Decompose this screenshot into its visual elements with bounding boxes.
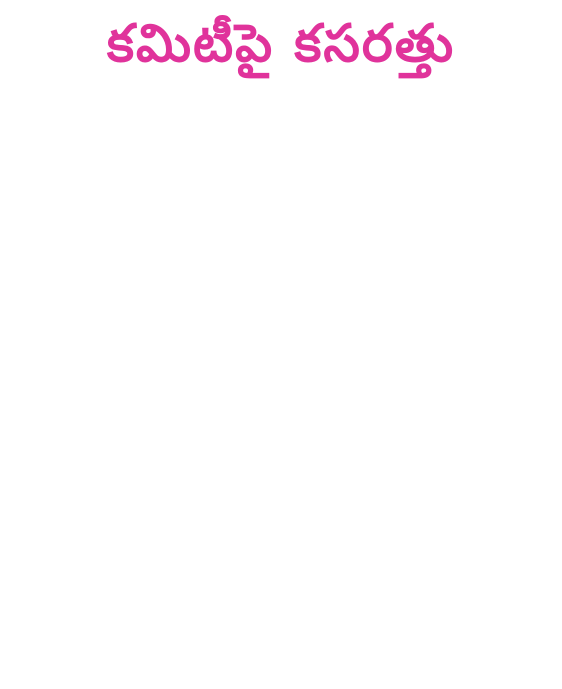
- article-headline: కమిటీపై కసరత్తు: [106, 14, 456, 74]
- article-body-text: [8, 96, 554, 684]
